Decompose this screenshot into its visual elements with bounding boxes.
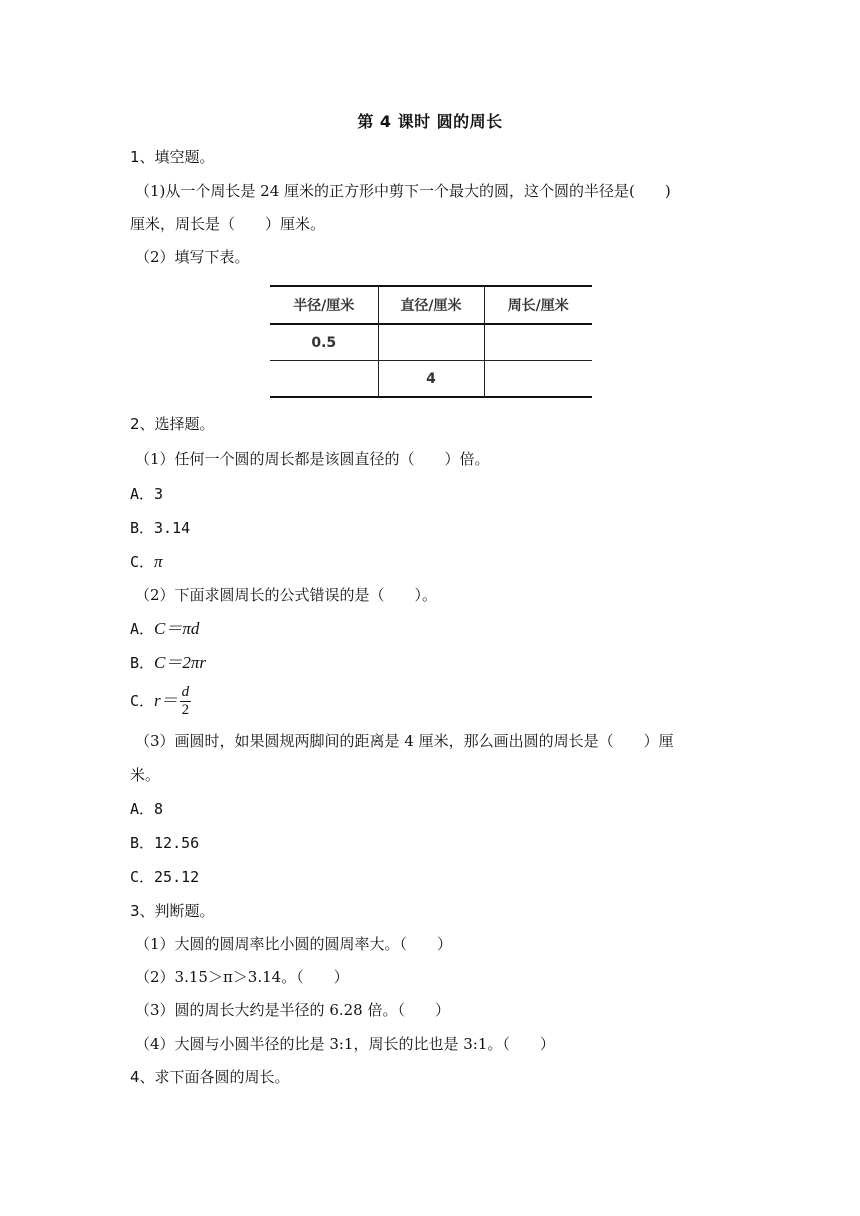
option-2-2-a (130, 619, 199, 639)
table-header-diameter: 直径/厘米 (378, 286, 484, 324)
question-1-1-line-1: （1)从一个周长是 24 厘米的正方形中剪下一个最大的圆，这个圆的半径是( ) (135, 182, 671, 200)
table-row (270, 324, 592, 361)
page-title: 第 4 课时 圆的周长 (357, 112, 503, 131)
table-cell (484, 324, 592, 361)
question-2-1: （1）任何一个圆的周长都是该圆直径的（ ）倍。 (135, 450, 490, 468)
table-header-circumference: 周长/厘米 (484, 286, 592, 324)
question-3-1: （1）大圆的圆周率比小圆的圆周率大。（ ） (135, 935, 453, 953)
option-2-1-b: B．3.14 (130, 519, 191, 537)
section-1-heading: 1、填空题。 (130, 148, 215, 166)
section-2-heading: 2、选择题。 (130, 415, 215, 433)
section-3-heading: 3、判断题。 (130, 902, 215, 920)
option-2-2-c (130, 682, 191, 720)
table-cell (270, 361, 378, 398)
question-3-4: （4）大圆与小圆半径的比是 3:1，周长的比也是 3:1。（ ） (135, 1035, 555, 1053)
table-header-row (270, 286, 592, 324)
option-2-1-c (130, 552, 163, 572)
formula-lhs: r＝ (154, 691, 178, 710)
formula: C＝2πr (154, 653, 207, 672)
option-2-3-b: B．12.56 (130, 834, 200, 852)
fraction-numerator: d (181, 684, 190, 700)
question-2-3-line-1: （3）画圆时，如果圆规两脚间的距离是 4 厘米，那么画出圆的周长是（ ）厘 (135, 732, 674, 750)
question-1-1-line-2: 厘米，周长是（ ）厘米。 (130, 215, 326, 233)
question-2-2: （2）下面求圆周长的公式错误的是（ ）。 (135, 586, 438, 604)
table-cell (484, 361, 592, 398)
table-header-radius: 半径/厘米 (270, 286, 378, 324)
fraction-denominator: 2 (181, 702, 190, 718)
question-1-2: （2）填写下表。 (135, 248, 250, 266)
option-2-3-c: C．25.12 (130, 868, 200, 886)
option-label: B． (130, 654, 155, 672)
fraction (180, 684, 192, 719)
question-2-3-line-2: 米。 (130, 766, 161, 784)
option-label: C． (130, 553, 155, 571)
question-3-2: （2）3.15＞π＞3.14。（ ） (135, 968, 349, 986)
option-2-2-b (130, 653, 206, 673)
option-label: C． (130, 692, 155, 710)
fill-in-table (270, 285, 592, 398)
table-cell (378, 324, 484, 361)
table-row (270, 361, 592, 398)
formula: C＝πd (154, 619, 200, 638)
section-4-heading: 4、求下面各圆的周长。 (130, 1068, 290, 1086)
option-2-1-a: A．3 (130, 485, 164, 503)
option-value: π (154, 552, 163, 571)
table-cell: 4 (378, 361, 484, 398)
table-cell: 0.5 (270, 324, 378, 361)
question-3-3: （3）圆的周长大约是半径的 6.28 倍。（ ） (135, 1001, 450, 1019)
option-2-3-a: A．8 (130, 800, 164, 818)
option-label: A． (130, 620, 155, 638)
